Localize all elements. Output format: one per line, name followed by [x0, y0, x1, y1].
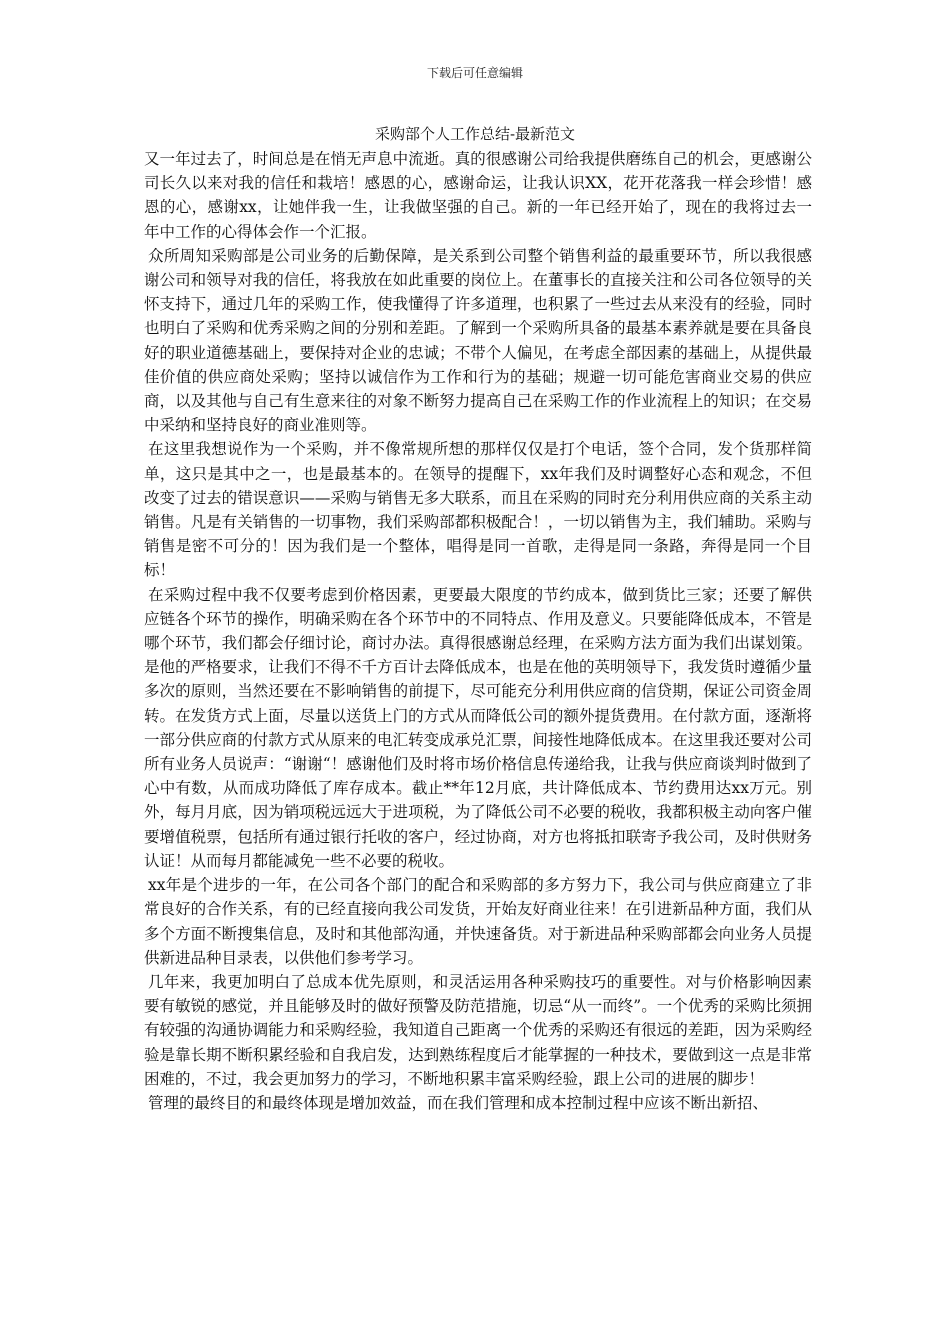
- paragraph-progress: xx年是个进步的一年，在公司各个部门的配合和采购部的多方努力下，我公司与供应商建立了非常良好的合作关系，有的已经直接向我公司发货，开始友好商业往来！在引进新品种方面，我们从多个方面不断搜集信息，及时和其他部沟通，并快速备货。对于新进品种采购部都会向业务人员提供新进品种目录表，以供他们参考学习。: [144, 876, 812, 967]
- paragraph-experience: 几年来，我更加明白了总成本优先原则，和灵活运用各种采购技巧的重要性。对与价格影响因素要有敏锐的感觉，并且能够及时的做好预警及防范措施，切忌“从一而终”。一个优秀的采购比须拥有较强的沟通协调能力和采购经验，我知道自己距离一个优秀的采购还有很远的差距，因为采购经验是靠长期不断积累经验和自我启发，达到熟练程度后才能掌握的一种技术，要做到这一点是非常困难的，不过，我会更加努力的学习，不断地积累丰富采购经验，跟上公司的进展的脚步！: [144, 972, 812, 1088]
- document-body: [144, 147, 812, 1115]
- paragraph-management: 管理的最终目的和最终体现是增加效益，而在我们管理和成本控制过程中应该不断出新招、: [148, 1093, 769, 1112]
- header-note: 下载后可任意编辑: [426, 66, 523, 80]
- paragraph-sales-cooperation: 在这里我想说作为一个采购，并不像常规所想的那样仅仅是打个电话，签个合同，发个货那样简单，这只是其中之一，也是最基本的。在领导的提醒下，xx年我们及时调整好心态和观念，不但改变了过去的错误意识——采购与销售无多大联系，而且在采购的同时充分利用供应商的关系主动销售。凡是有关销售的一切事物，我们采购部都积极配合！，一切以销售为主，我们辅助。采购与销售是密不可分的！因为我们是一个整体，唱得是同一首歌，走得是同一条路，奔得是同一个目标！: [144, 440, 812, 580]
- paragraph-role: 众所周知采购部是公司业务的后勤保障，是关系到公司整个销售利益的最重要环节，所以我很感谢公司和领导对我的信任，将我放在如此重要的岗位上。在董事长的直接关注和公司各位领导的关怀支持下，通过几年的采购工作，使我懂得了许多道理，也积累了一些过去从来没有的经验，同时也明白了采购和优秀采购之间的分别和差距。了解到一个采购所具备的最基本素养就是要在具备良好的职业道德基础上，要保持对企业的忠诚；不带个人偏见，在考虑全部因素的基础上，从提供最佳价值的供应商处采购；坚持以诚信作为工作和行为的基础；规避一切可能危害商业交易的供应商，以及其他与自己有生意来往的对象不断努力提高自己在采购工作的作业流程上的知识；在交易中采纳和坚持良好的商业准则等。: [144, 246, 812, 435]
- paragraph-intro: 又一年过去了，时间总是在悄无声息中流逝。真的很感谢公司给我提供磨练自己的机会，更感谢公司长久以来对我的信任和栽培！感恩的心，感谢命运，让我认识XX，花开花落我一样会珍惜！感恩的心，感谢xx，让她伴我一生，让我做坚强的自己。新的一年已经开始了，现在的我将过去一年中工作的心得体会作一个汇报。: [144, 150, 812, 241]
- paragraph-cost-reduction: 在采购过程中我不仅要考虑到价格因素，更要最大限度的节约成本，做到货比三家；还要了解供应链各个环节的操作，明确采购在各个环节中的不同特点、作用及意义。只要能降低成本，不管是哪个环节，我们都会仔细讨论，商讨办法。真得很感谢总经理，在采购方法方面为我们出谋划策。是他的严格要求，让我们不得不千方百计去降低成本，也是在他的英明领导下，我发货时遵循少量多次的原则，当然还要在不影响销售的前提下，尽可能充分利用供应商的信贷期，保证公司资金周转。在发货方式上面，尽量以送货上门的方式从而降低公司的额外提货费用。在付款方面，逐渐将一部分供应商的付款方式从原来的电汇转变成承兑汇票，间接性地降低成本。在这里我还要对公司所有业务人员说声：“谢谢“！感谢他们及时将市场价格信息传递给我，让我与供应商谈判时做到了心中有数，从而成功降低了库存成本。截止**年12月底，共计降低成本、节约费用达xx万元。别外，每月月底，因为销项税远远大于进项税，为了降低公司不必要的税收，我都积极主动向客户催要增值税票，包括所有通过银行托收的客户，经过协商，对方也将抵扣联寄予我公司，及时供财务认证！从而每月都能减免一些不必要的税收。: [144, 585, 812, 870]
- document-title: 采购部个人工作总结-最新范文: [374, 125, 576, 143]
